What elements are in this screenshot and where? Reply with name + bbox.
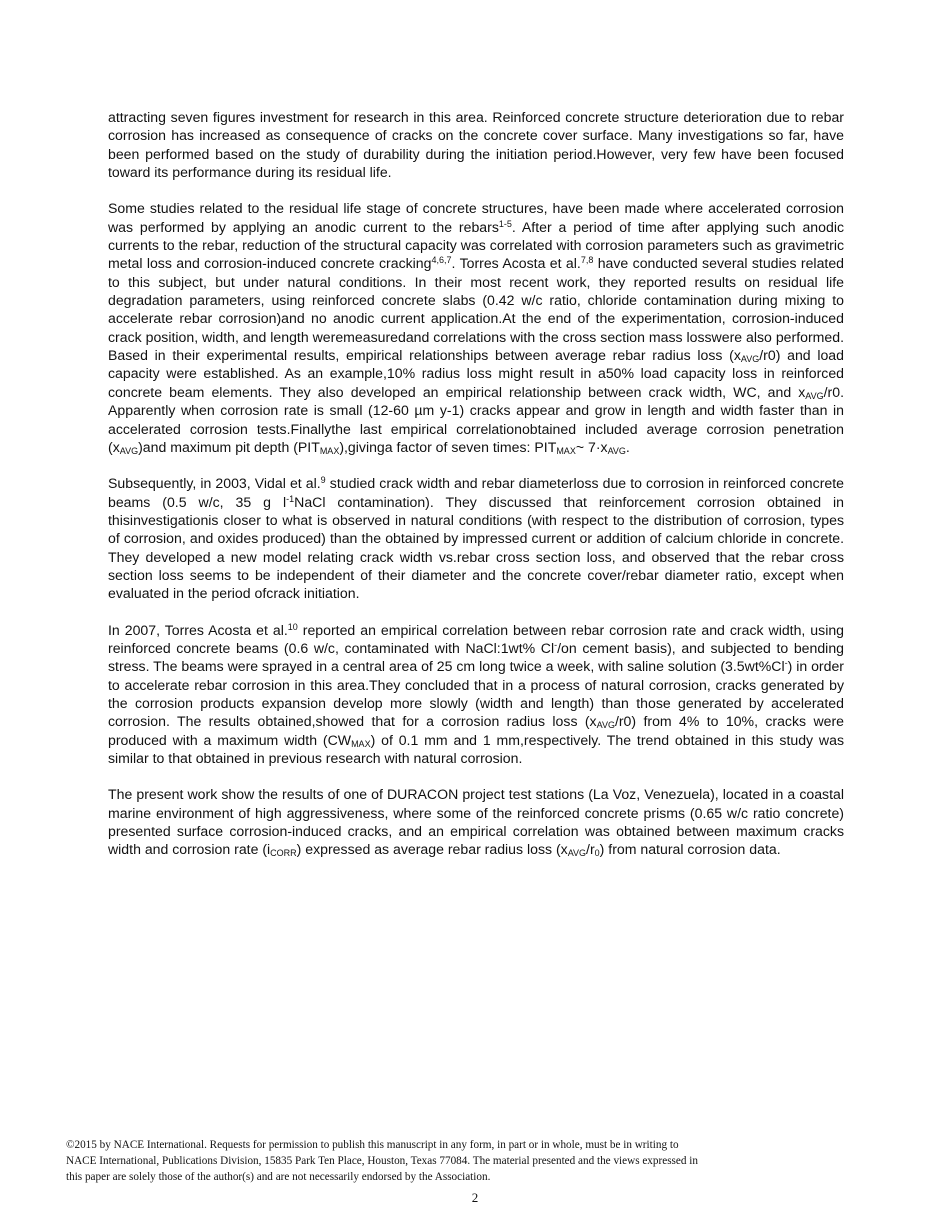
subscript: AVG [740, 354, 760, 365]
paragraph-vidal-2003 [108, 474, 844, 602]
text-run: /r [586, 841, 595, 858]
text-run: have conducted several studies related to this subject, but under natural conditions. In their most recent work, they reported results on residual life degradation parameters, using reinforced concrete slabs (0.42 w/c ratio, chloride contamination during mixing to accelerate rebar corrosion)and no anodic current application.At the end of the experimentation, corrosion-induced crack position, width, and length weremeasuredand correlations with the cross section mass losswere also performed. Based in their experimental results, empirical relationships between average rebar radius loss (x [108, 255, 844, 364]
subscript: AVG [805, 390, 824, 401]
text-run: ~ 7·x [575, 438, 608, 455]
text-run: ) in order to accelerate rebar corrosion in this area.They concluded that in a process of natural corrosion, cracks generated by the corrosion products expansion develop more slowly (width and length) than those generated by accelerated corrosion. The results obtained,showed that for a corrosion radius loss (x [108, 658, 844, 730]
body-text [108, 108, 844, 877]
text-run: /r0. Apparently when corrosion rate is small (12-60 µm y-1) cracks appear and grow in length and width faster than in accelerated corrosion tests.Finallythe last empirical correlationobtained included average corrosion penetration (x [108, 383, 844, 455]
footer-line: this paper are solely those of the author(s) and are not necessarily endorsed by the Association. [66, 1171, 491, 1183]
subscript: MAX [556, 445, 576, 456]
footer-line: NACE International, Publications Division, 15835 Park Ten Place, Houston, Texas 77084. The material presented and the views expressed in [66, 1155, 698, 1167]
text-run: ) from natural corrosion data. [599, 841, 781, 858]
copyright-footer [66, 1137, 786, 1185]
footer-line: ©2015 by NACE International. Requests for permission to publish this manuscript in any form, in part or in whole, must be in writing to [66, 1139, 679, 1151]
text-run: )and maximum pit depth (PIT [138, 438, 320, 455]
text-run: The present work show the results of one of DURACON project test stations (La Voz, Venezuela), located in a coastal marine environment of high aggressiveness, where some of the reinforced concrete prisms (0.65 w/c ratio concrete) presented surface corrosion-induced cracks, and an empirical correlation was obtained between maximum cracks width and corrosion rate (i [108, 786, 844, 858]
subscript: 0 [594, 848, 600, 859]
superscript: 10 [287, 621, 298, 632]
text-run: ),givinga factor of seven times: PIT [339, 438, 557, 455]
superscript: 1-5 [498, 218, 512, 229]
subscript: MAX [351, 738, 371, 749]
text-run: NaCl contamination). They discussed that reinforcement corrosion obtained in thisinvestigationis closer to what is observed in natural conditions (with respect to the distribution of corrosion, types of corrosion, and oxides produced) than the obtained by impressed current or addition of calcium chloride in concrete. They developed a new model relating crack width vs.rebar cross section loss, and observed that the rebar cross section loss seems to be independent of their diameter and the concrete cover/rebar diameter ratio, except when evaluated in the period ofcrack initiation. [108, 493, 844, 602]
superscript: -1 [286, 493, 295, 504]
subscript: CORR [270, 848, 297, 859]
text-run: /r0) and load capacity were established. As an example,10% radius loss might result in a50% load capacity loss in reinforced concrete beam elements. They also developed an empirical relationship between crack width, WC, and x [108, 347, 844, 400]
superscript: 7,8 [580, 255, 594, 266]
text-run: /r0) from 4% to 10%, cracks were produced with a maximum width (CW [108, 713, 844, 748]
text-run: . After a period of time after applying such anodic currents to the rebar, reduction of the structural capacity was correlated with corrosion parameters such as gravimetric metal loss and corrosion-induced concrete cracking [108, 218, 845, 272]
text-run: studied crack width and rebar diameterloss due to corrosion in reinforced concrete beams (0.5 w/c, 35 g l [108, 475, 844, 510]
subscript: MAX [319, 445, 340, 456]
text-run: ) of 0.1 mm and 1 mm,respectively. The trend obtained in this study was similar to that obtained in previous research with natural corrosion. [108, 731, 845, 766]
text-run: reported an empirical correlation between rebar corrosion rate and crack width, using reinforced concrete beams (0.6 w/c, contaminated with NaCl:1wt% Cl [108, 621, 845, 656]
text-run: /on cement basis), and subjected to bending stress. The beams were sprayed in a central area of 25 cm long twice a week, with saline solution (3.5wt%Cl [108, 639, 844, 675]
subscript: AVG [596, 720, 615, 731]
text-run: Subsequently, in 2003, Vidal et al. [108, 475, 321, 492]
paragraph-intro-continuation [108, 108, 844, 181]
superscript: 9 [320, 475, 326, 486]
page-number: 2 [471, 1190, 479, 1205]
superscript: - [554, 639, 558, 650]
text-run: . Torres Acosta et al. [451, 255, 581, 272]
superscript: 4,6,7 [431, 255, 452, 266]
subscript: AVG [119, 445, 139, 456]
paragraph-accelerated-corrosion-studies [108, 199, 844, 456]
text-run: attracting seven figures investment for research in this area. Reinforced concrete structure deterioration due to rebar corrosion has increased as consequence of cracks on the concrete cover surface. Many investigations so far, have been performed based on the study of durability during the initiation period.However, very few have been focused toward its performance during its residual life. [108, 109, 844, 181]
superscript: - [784, 658, 788, 669]
text-run: ) expressed as average rebar radius loss (x [296, 841, 568, 858]
text-run: . [625, 438, 630, 455]
subscript: AVG [567, 848, 587, 859]
text-run: In 2007, Torres Acosta et al. [108, 621, 288, 638]
paragraph-present-work [108, 785, 844, 858]
subscript: AVG [607, 445, 626, 456]
text-run: Some studies related to the residual life stage of concrete structures, have been made where accelerated corrosion was performed by applying an anodic current to the rebars [108, 200, 844, 235]
paragraph-torres-acosta-2007 [108, 621, 844, 768]
